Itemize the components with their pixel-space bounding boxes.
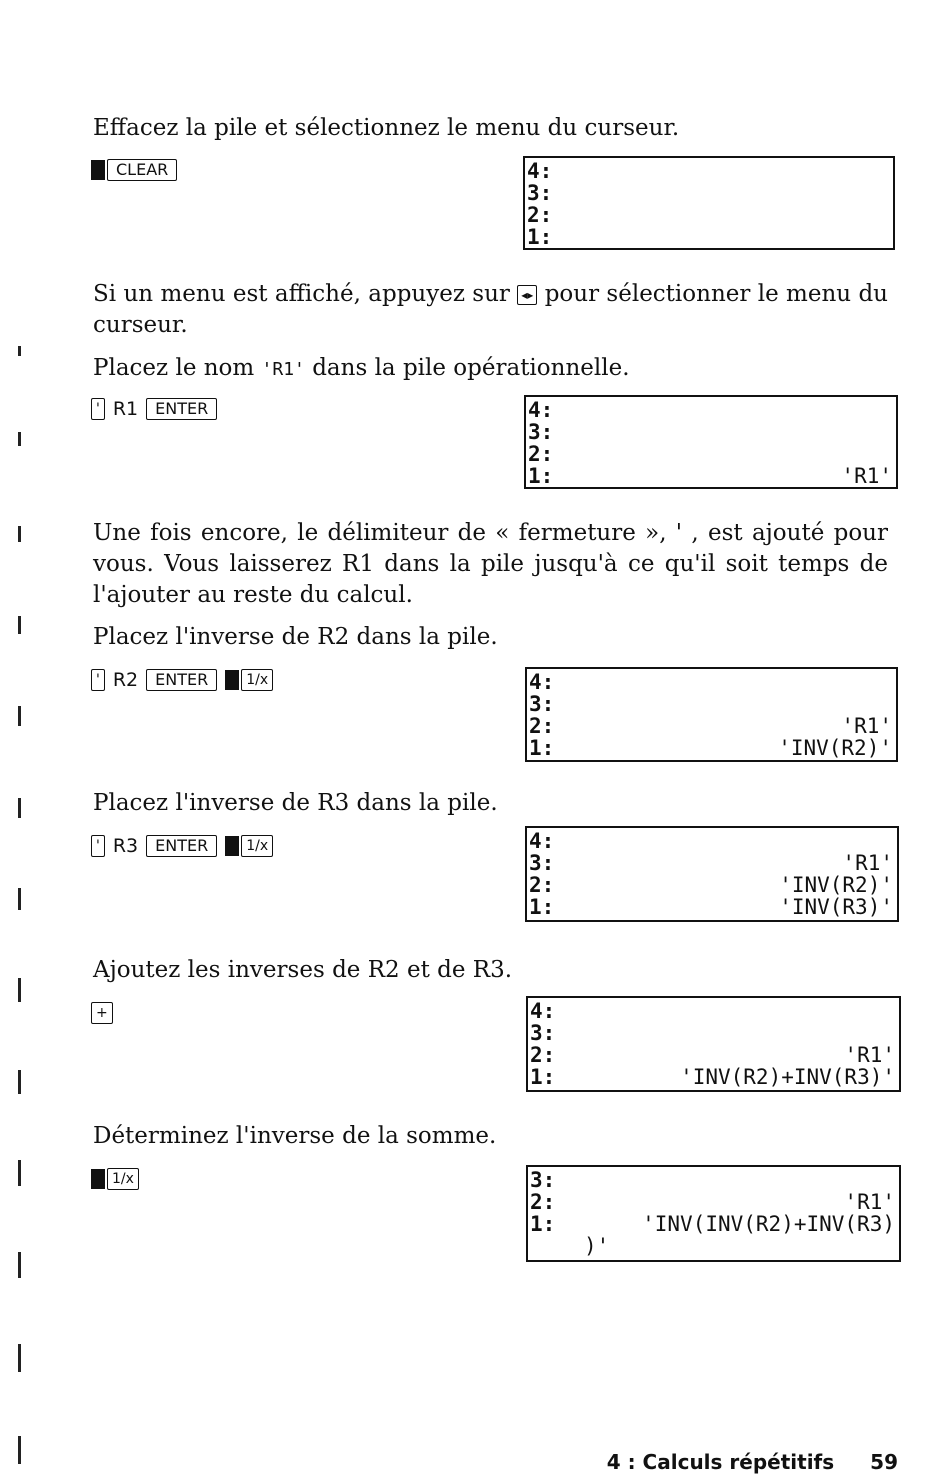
- step-6-text: Placez l'inverse de R3 dans la pile.: [93, 790, 498, 816]
- step-7-keys: [91, 1000, 113, 1026]
- stack-line: 4:: [527, 159, 553, 183]
- shift-key-icon: [91, 160, 105, 180]
- step-1-text: Effacez la pile et sélectionnez le menu du curseur.: [93, 115, 680, 141]
- binding-mark: [18, 1070, 21, 1094]
- step-8-text: Déterminez l'inverse de la somme.: [93, 1123, 497, 1149]
- clear-key: CLEAR: [107, 159, 177, 181]
- stack-line: 3:: [529, 692, 555, 716]
- stack-line: 2:: [528, 442, 554, 466]
- stack-line: 3: 'R1': [529, 851, 893, 875]
- stack-line: 1:: [527, 225, 553, 249]
- enter-key: ENTER: [146, 398, 217, 420]
- step-4-text: Une fois encore, le délimiteur de « fermeture », ' , est ajouté pour vous. Vous laisserez R1 dans la pile jusqu'à ce qu'il soit temps de l'ajouter au reste du calcul.: [93, 520, 888, 608]
- binding-mark: [18, 1252, 21, 1278]
- enter-key: ENTER: [146, 669, 217, 691]
- shift-key-icon: [225, 836, 239, 856]
- quote-key: ': [91, 669, 105, 691]
- stack-line: 1: 'INV(R2)': [529, 736, 892, 760]
- stack-line: 2: 'R1': [530, 1043, 895, 1067]
- stack-line: 4:: [530, 999, 556, 1023]
- stack-line: 3:: [530, 1168, 556, 1192]
- stack-display-6: [526, 1165, 901, 1262]
- step-1-keys: [91, 157, 177, 183]
- binding-mark: [18, 978, 21, 1002]
- typed-r3: R3: [112, 835, 139, 857]
- step-8-keys: [91, 1166, 139, 1192]
- inverse-key: 1/x: [241, 835, 273, 857]
- binding-mark: [18, 706, 21, 726]
- stack-display-3: [525, 667, 898, 762]
- step-6-keys: [91, 833, 273, 859]
- stack-line: 4:: [529, 829, 555, 853]
- inverse-key: 1/x: [107, 1168, 139, 1190]
- step-3-keys: [91, 396, 217, 422]
- stack-line: )': [584, 1234, 610, 1258]
- binding-mark: [18, 798, 21, 818]
- step-2-text: Si un menu est affiché, appuyez sur ◂▸ pour sélectionner le menu du curseur.: [93, 281, 888, 338]
- stack-display-2: [524, 395, 898, 489]
- stack-line: 2: 'R1': [530, 1190, 895, 1214]
- stack-line: 1: 'INV(R2)+INV(R3)': [530, 1065, 895, 1089]
- stack-line: 1: 'INV(INV(R2)+INV(R3): [530, 1212, 895, 1236]
- binding-mark: [18, 1344, 21, 1372]
- name-r1: 'R1': [261, 359, 305, 380]
- step-5-text: Placez l'inverse de R2 dans la pile.: [93, 624, 498, 650]
- quote-key: ': [91, 398, 105, 420]
- stack-line: 2: 'R1': [529, 714, 892, 738]
- stack-line: 4:: [529, 670, 555, 694]
- enter-key: ENTER: [146, 835, 217, 857]
- stack-line: 1: 'INV(R3)': [529, 895, 893, 919]
- page-number: 59: [870, 1450, 898, 1474]
- binding-mark: [18, 432, 21, 446]
- stack-display-5: [526, 996, 901, 1092]
- stack-line: 2:: [527, 203, 553, 227]
- stack-line: 4:: [528, 398, 554, 422]
- stack-display-4: [525, 826, 899, 922]
- plus-key: +: [91, 1002, 113, 1024]
- step-7-text: Ajoutez les inverses de R2 et de R3.: [93, 957, 513, 983]
- chapter-title: 4 : Calculs répétitifs: [606, 1450, 835, 1474]
- typed-r2: R2: [112, 669, 139, 691]
- binding-mark: [18, 888, 21, 910]
- binding-mark: [18, 1160, 21, 1186]
- step-3-text: Placez le nom 'R1' dans la pile opérationnelle.: [93, 355, 630, 381]
- typed-r1: R1: [112, 398, 139, 420]
- binding-mark: [18, 526, 21, 542]
- shift-key-icon: [91, 1169, 105, 1189]
- step-5-keys: [91, 667, 273, 693]
- stack-line: 3:: [530, 1021, 556, 1045]
- binding-mark: [18, 346, 21, 356]
- quote-key: ': [91, 835, 105, 857]
- page-footer: [607, 1450, 898, 1474]
- cursor-menu-key-icon: ◂▸: [517, 285, 537, 305]
- stack-line: 3:: [528, 420, 554, 444]
- binding-mark: [18, 616, 21, 634]
- inverse-key: 1/x: [241, 669, 273, 691]
- stack-line: 1: 'R1': [528, 464, 892, 488]
- stack-line: 2: 'INV(R2)': [529, 873, 893, 897]
- shift-key-icon: [225, 670, 239, 690]
- stack-display-1: [523, 156, 895, 250]
- binding-mark: [18, 1436, 21, 1464]
- stack-line: 3:: [527, 181, 553, 205]
